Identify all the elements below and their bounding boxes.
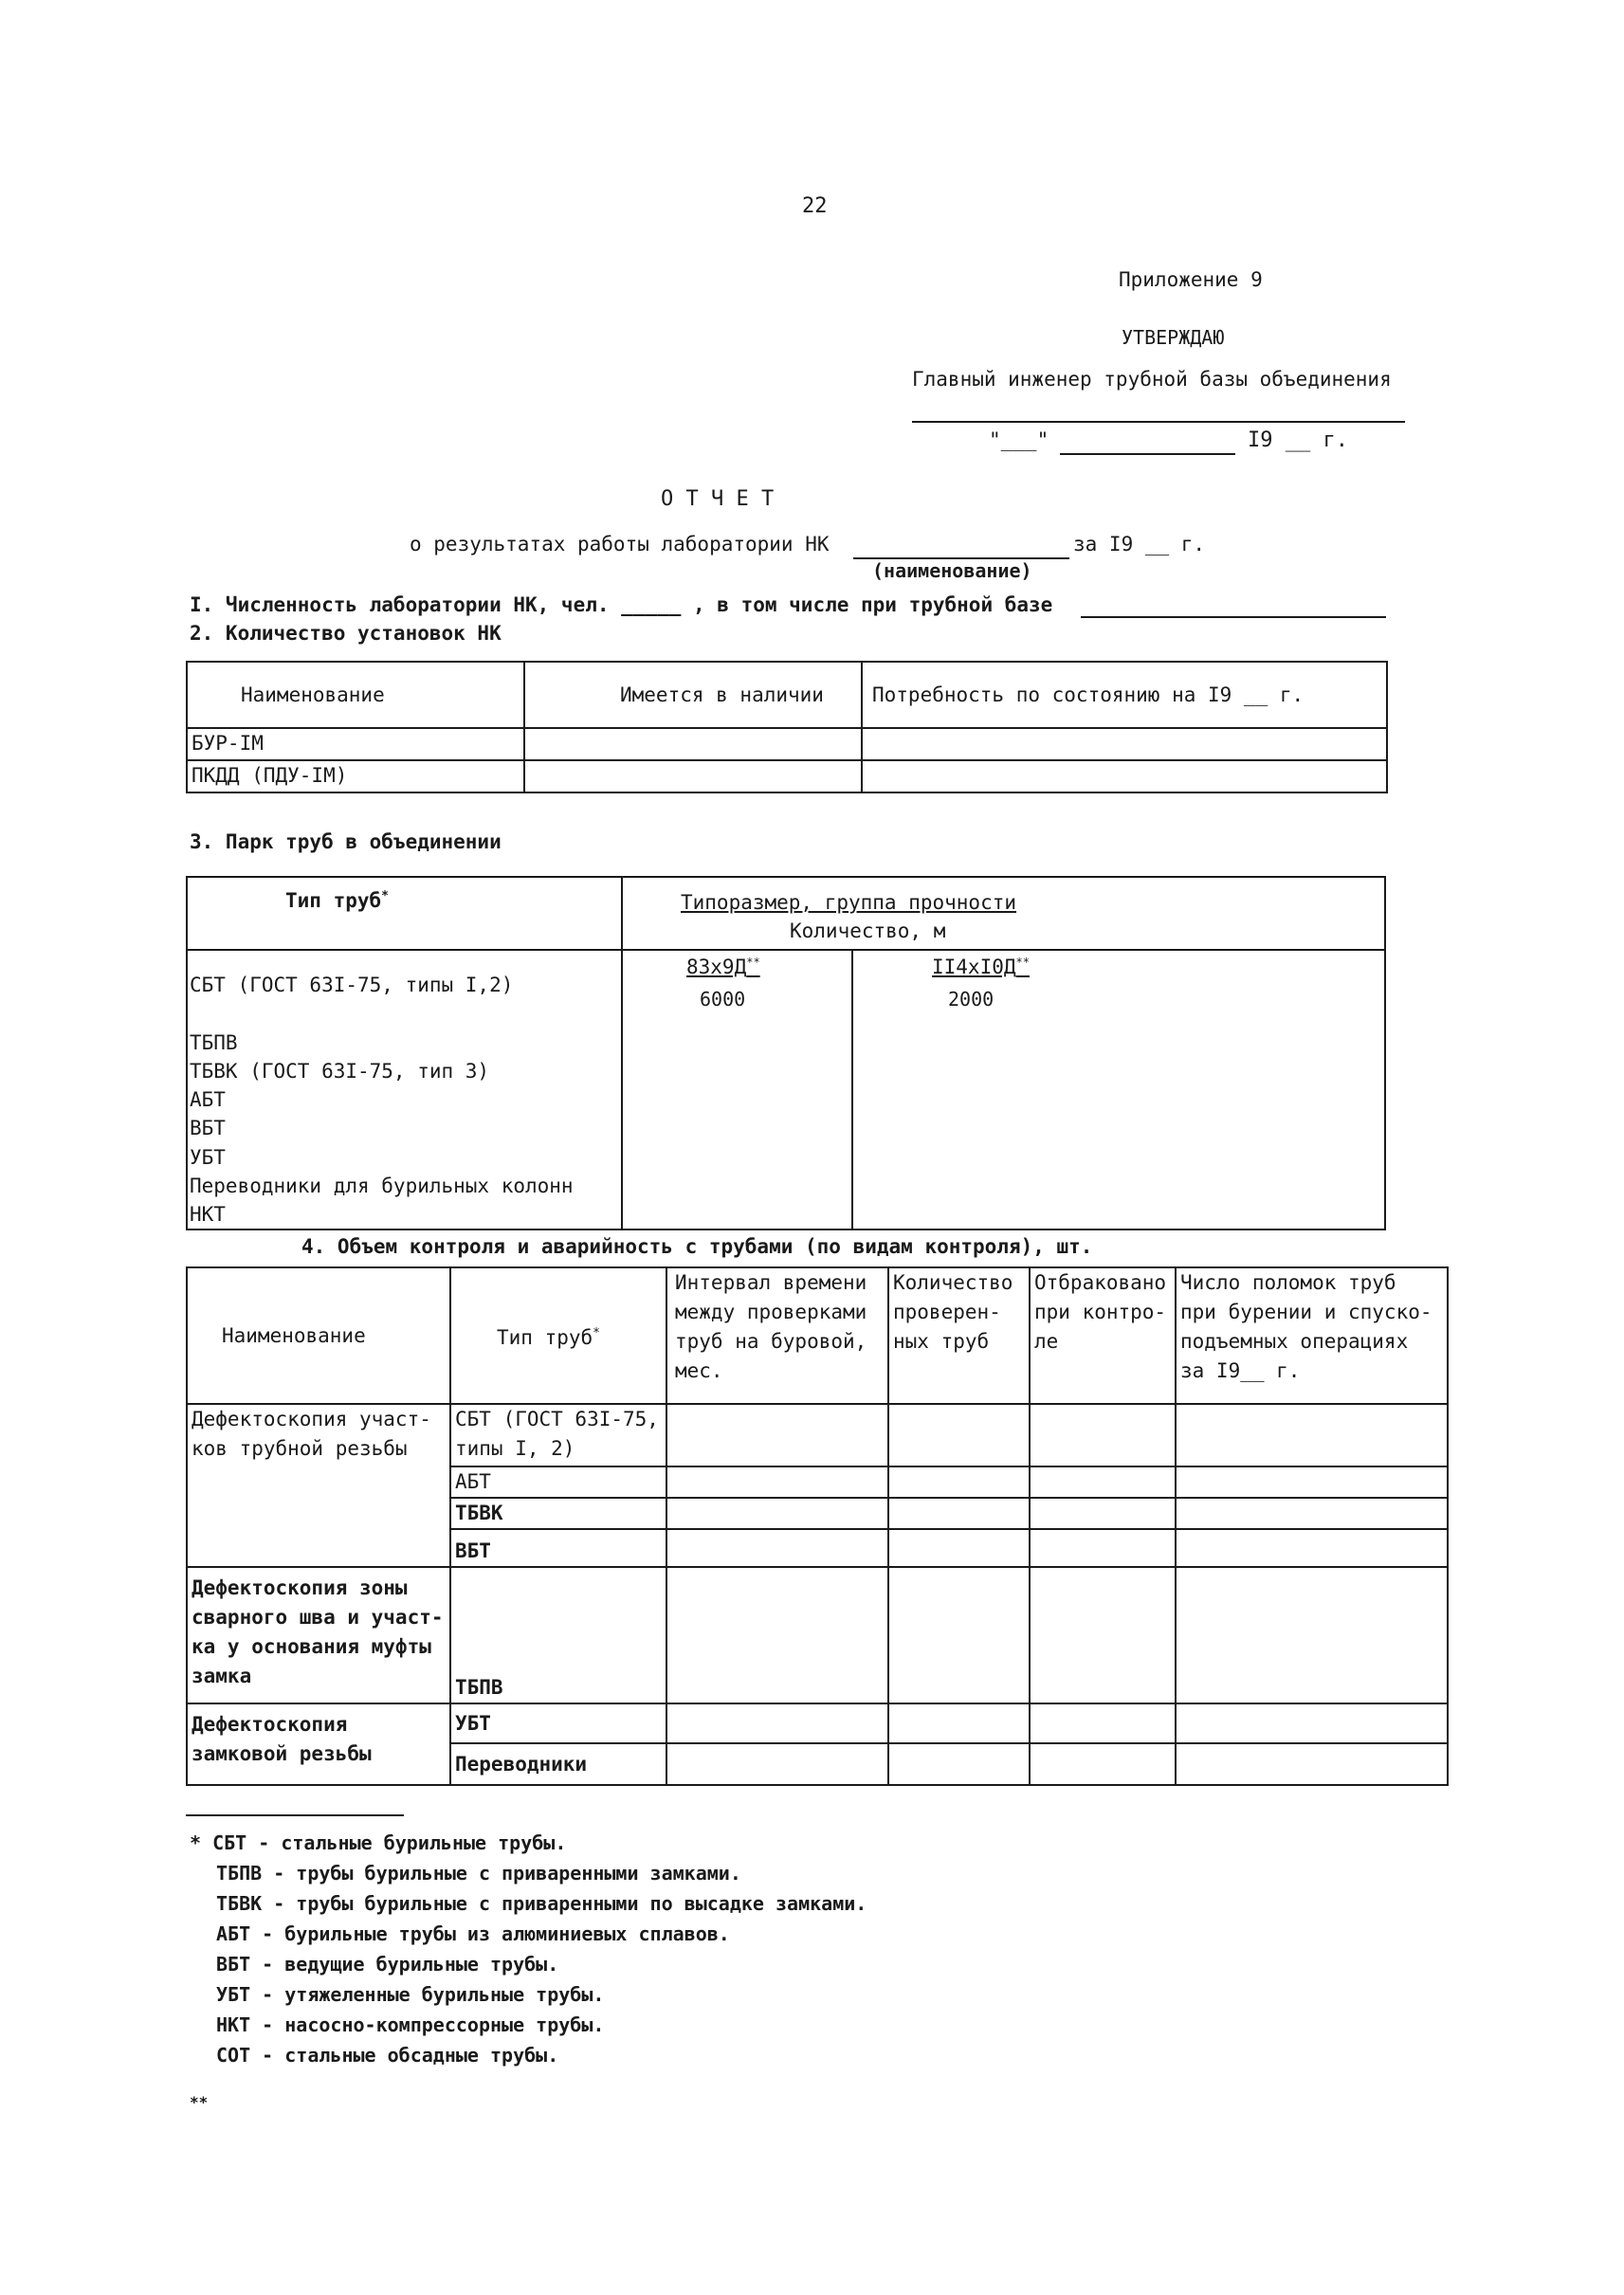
footnote-line: ТБВК - трубы бурильные с приваренными по высадке замками. (216, 1892, 867, 1915)
table3-cell (666, 1743, 888, 1785)
table1-header-name: Наименование (187, 662, 524, 728)
footnote-line: НКТ - насосно-компрессорные трубы. (216, 2013, 605, 2036)
table1-cell (862, 760, 1387, 792)
table2-col1-qty: 6000 (700, 988, 746, 1011)
table1-row-name: БУР-IМ (187, 728, 524, 760)
table2-header-size: Типоразмер, группа прочности (681, 891, 1017, 914)
table3-cell (888, 1703, 1030, 1743)
table2-header-rule (188, 949, 1384, 951)
footnote-line: * СБТ - стальные бурильные трубы. (190, 1831, 567, 1854)
table3-cell (1030, 1743, 1176, 1785)
table3-cell (1176, 1743, 1448, 1785)
table3-cell (1176, 1703, 1448, 1743)
table3-cell (1030, 1529, 1176, 1567)
table3-cell (1176, 1466, 1448, 1498)
table3-type-cell: Переводники (450, 1743, 666, 1785)
item3-text: 3. Парк труб в объединении (190, 830, 502, 853)
footnote-separator (186, 1814, 404, 1816)
report-title: О Т Ч Е Т (661, 487, 775, 511)
item1-text: I. Численность лаборатории НК, чел. _____ , в том числе при трубной базе (190, 593, 1053, 616)
table2-pipe-types: СБТ (ГОСТ 63I-75, типы I,2) ТБПВ ТБВК (ГОСТ 63I-75, тип 3) АБТ ВБТ УБТ Переводники для бурильных колонн НКТ (190, 974, 574, 1227)
table2-col-rule (851, 949, 853, 1229)
table3-cell (666, 1567, 888, 1703)
table1-header-need: Потребность по состоянию на I9 __ г. (862, 662, 1387, 728)
table3-header-breaks: Число поломок труб при бурении и спуско- подъемных операциях за I9__ г. (1176, 1267, 1448, 1404)
table3-cell (888, 1466, 1030, 1498)
table3-cell (666, 1703, 888, 1743)
table2-col2-qty: 2000 (948, 988, 994, 1011)
table3-cell (1030, 1498, 1176, 1529)
table3-cell (1030, 1703, 1176, 1743)
table2-col2-size: II4хI0Д** (932, 956, 1030, 978)
table3-header-rejected: Отбраковано при контро- ле (1030, 1267, 1176, 1404)
table3-cell (1176, 1498, 1448, 1529)
table3-group-joint: Дефектоскопия замковой резьбы (187, 1703, 450, 1785)
table3-type-cell: СБТ (ГОСТ 63I-75, типы I, 2) (450, 1404, 666, 1466)
table3-cell (888, 1567, 1030, 1703)
table3-cell (1030, 1404, 1176, 1466)
item1-blank-line (1081, 616, 1386, 618)
table3-header-name: Наименование (187, 1267, 450, 1404)
table1-cell (524, 760, 862, 792)
table1-cell (862, 728, 1387, 760)
table3-cell (1176, 1404, 1448, 1466)
table3-cell (1176, 1567, 1448, 1703)
approval-year: I9 __ г. (1248, 428, 1348, 452)
table3-cell (888, 1404, 1030, 1466)
approver-position: Главный инженер трубной базы объединения (912, 368, 1392, 391)
footnote-mark: * (381, 889, 389, 903)
table3-header-interval: Интервал времени между проверками труб на буровой, мес. (666, 1267, 888, 1404)
approval-date-quotes: "___" (989, 428, 1049, 451)
table3-type-cell: ТБВК (450, 1498, 666, 1529)
table2-divider (621, 878, 623, 1229)
report-subtitle: о результатах работы лаборатории НК (410, 533, 830, 556)
signature-line (912, 421, 1405, 423)
table1-row-name: ПКДД (ПДУ-IМ) (187, 760, 524, 792)
footnote-line: АБТ - бурильные трубы из алюминиевых сплавов. (216, 1922, 730, 1945)
table3-group-weld: Дефектоскопия зоны сварного шва и участ- ка у основания муфты замка (187, 1567, 450, 1703)
table3-cell (1176, 1529, 1448, 1567)
equipment-table (186, 661, 1388, 793)
table3-type-cell: УБТ (450, 1703, 666, 1743)
table2-header-qty: Количество, м (790, 920, 946, 942)
table3-cell (888, 1529, 1030, 1567)
footnote-line: ВБТ - ведущие бурильные трубы. (216, 1953, 559, 1976)
table1-cell (524, 728, 862, 760)
page-number: 22 (802, 194, 828, 218)
approval-date-line (1060, 453, 1235, 455)
footnote-mark: ** (746, 956, 760, 969)
report-period: за I9 __ г. (1073, 533, 1206, 556)
lab-name-caption: (наименование) (872, 559, 1032, 582)
table3-type-cell: ТБПВ (450, 1567, 666, 1703)
table2-col1-size: 83х9Д** (686, 956, 760, 978)
table3-header-count: Количество проверен- ных труб (888, 1267, 1030, 1404)
table3-cell (888, 1743, 1030, 1785)
table3-cell (666, 1529, 888, 1567)
table2-header-type: Тип труб* (285, 889, 389, 912)
footnote2-mark: ** (190, 2093, 209, 2111)
table3-type-cell: АБТ (450, 1466, 666, 1498)
table3-cell (1030, 1466, 1176, 1498)
pipe-fleet-table (186, 876, 1386, 1230)
table3-cell (666, 1404, 888, 1466)
inspection-table (186, 1266, 1449, 1786)
item2-text: 2. Количество установок НК (190, 622, 502, 645)
table3-type-cell: ВБТ (450, 1529, 666, 1567)
footnote-line: ТБПВ - трубы бурильные с приваренными замками. (216, 1862, 741, 1885)
approval-heading: УТВЕРЖДАЮ (1122, 326, 1225, 349)
appendix-label: Приложение 9 (1119, 268, 1263, 291)
footnote-mark: * (593, 1326, 600, 1340)
table3-cell (888, 1498, 1030, 1529)
table3-header-type: Тип труб* (450, 1267, 666, 1404)
table3-cell (666, 1466, 888, 1498)
item4-text: 4. Объем контроля и аварийность с трубами (по видам контроля), шт. (301, 1235, 1093, 1258)
table3-cell (1030, 1567, 1176, 1703)
footnote-mark: ** (1015, 956, 1030, 969)
footnote-line: УБТ - утяжеленные бурильные трубы. (216, 1983, 605, 2006)
table3-group-thread: Дефектоскопия участ- ков трубной резьбы (187, 1404, 450, 1567)
footnote-line: СОТ - стальные обсадные трубы. (216, 2044, 559, 2067)
table3-cell (666, 1498, 888, 1529)
table1-header-available: Имеется в наличии (524, 662, 862, 728)
